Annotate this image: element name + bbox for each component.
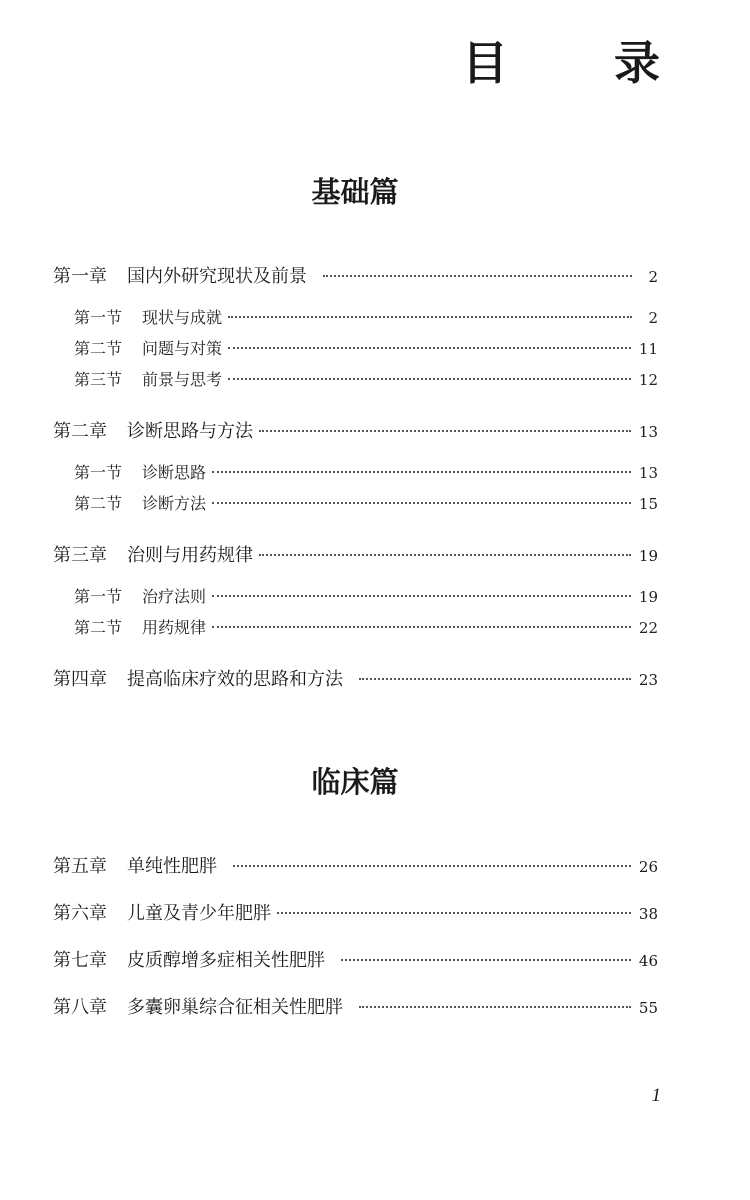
- page-number: 2: [648, 268, 658, 286]
- dot-leader: [259, 554, 631, 556]
- page-number: 15: [638, 495, 658, 513]
- dot-leader: [228, 378, 631, 380]
- section-number: 第一节: [74, 587, 123, 606]
- page-number: 22: [638, 619, 658, 637]
- dot-leader: [228, 316, 632, 318]
- toc-chapter-8[interactable]: [53, 997, 658, 1019]
- dot-leader: [341, 959, 631, 961]
- chapter-number: 第三章: [53, 545, 107, 566]
- dot-leader: [359, 1006, 631, 1008]
- chapter-title: 儿童及青少年肥胖: [127, 903, 271, 924]
- dot-leader: [233, 865, 631, 867]
- section-title: 治疗法则: [142, 587, 207, 606]
- page-number: 13: [638, 464, 658, 482]
- section-number: 第二节: [74, 618, 123, 637]
- section-title: 前景与思考: [142, 370, 223, 389]
- chapter-number: 第二章: [53, 421, 107, 442]
- chapter-title: 治则与用药规律: [127, 545, 253, 566]
- page-number: 13: [638, 423, 658, 441]
- toc-section[interactable]: [74, 586, 658, 608]
- toc-section[interactable]: [74, 338, 658, 360]
- page-number: 19: [638, 547, 658, 565]
- toc-section[interactable]: [74, 493, 658, 515]
- page-number: 23: [638, 671, 658, 689]
- page-number: 38: [638, 905, 658, 923]
- toc-section[interactable]: [74, 307, 658, 329]
- section-title: 诊断方法: [142, 494, 207, 513]
- dot-leader: [323, 275, 632, 277]
- dot-leader: [212, 595, 631, 597]
- chapter-number: 第四章: [53, 669, 107, 690]
- page-number: 26: [638, 858, 658, 876]
- folio-page-number: 1: [651, 1085, 661, 1106]
- chapter-number: 第六章: [53, 903, 107, 924]
- dot-leader: [359, 678, 631, 680]
- page-number: 12: [638, 371, 658, 389]
- page-number: 2: [648, 309, 658, 327]
- section-number: 第一节: [74, 463, 123, 482]
- page-title: 目 录: [462, 36, 690, 90]
- chapter-title: 多囊卵巢综合征相关性肥胖: [127, 997, 343, 1018]
- toc-section[interactable]: [74, 462, 658, 484]
- toc-chapter-7[interactable]: [53, 950, 658, 972]
- dot-leader: [212, 626, 631, 628]
- toc-chapter-4[interactable]: [53, 669, 658, 691]
- toc-chapter-5[interactable]: [53, 856, 658, 878]
- section-title: 诊断思路: [142, 463, 207, 482]
- chapter-number: 第一章: [53, 266, 107, 287]
- toc-chapter-6[interactable]: [53, 903, 658, 925]
- page-number: 11: [638, 340, 658, 358]
- toc-section[interactable]: [74, 617, 658, 639]
- chapter-title: 国内外研究现状及前景: [127, 266, 307, 287]
- part-heading-clinical: 临床篇: [311, 765, 399, 799]
- section-title: 用药规律: [142, 618, 207, 637]
- page-number: 55: [638, 999, 658, 1017]
- section-number: 第一节: [74, 308, 123, 327]
- toc-chapter-1[interactable]: [53, 266, 658, 288]
- part-heading-basic: 基础篇: [311, 175, 399, 209]
- chapter-title: 皮质醇增多症相关性肥胖: [127, 950, 325, 971]
- section-number: 第三节: [74, 370, 123, 389]
- toc-chapter-3[interactable]: [53, 545, 658, 567]
- section-title: 问题与对策: [142, 339, 223, 358]
- dot-leader: [228, 347, 631, 349]
- dot-leader: [212, 471, 631, 473]
- toc-chapter-2[interactable]: [53, 421, 658, 443]
- chapter-title: 单纯性肥胖: [127, 856, 217, 877]
- chapter-title: 提高临床疗效的思路和方法: [127, 669, 343, 690]
- dot-leader: [212, 502, 631, 504]
- toc-section[interactable]: [74, 369, 658, 391]
- page-number: 46: [638, 952, 658, 970]
- page-number: 19: [638, 588, 658, 606]
- chapter-title: 诊断思路与方法: [127, 421, 253, 442]
- chapter-number: 第八章: [53, 997, 107, 1018]
- section-title: 现状与成就: [142, 308, 223, 327]
- dot-leader: [277, 912, 631, 914]
- section-number: 第二节: [74, 339, 123, 358]
- chapter-number: 第七章: [53, 950, 107, 971]
- dot-leader: [259, 430, 631, 432]
- section-number: 第二节: [74, 494, 123, 513]
- chapter-number: 第五章: [53, 856, 107, 877]
